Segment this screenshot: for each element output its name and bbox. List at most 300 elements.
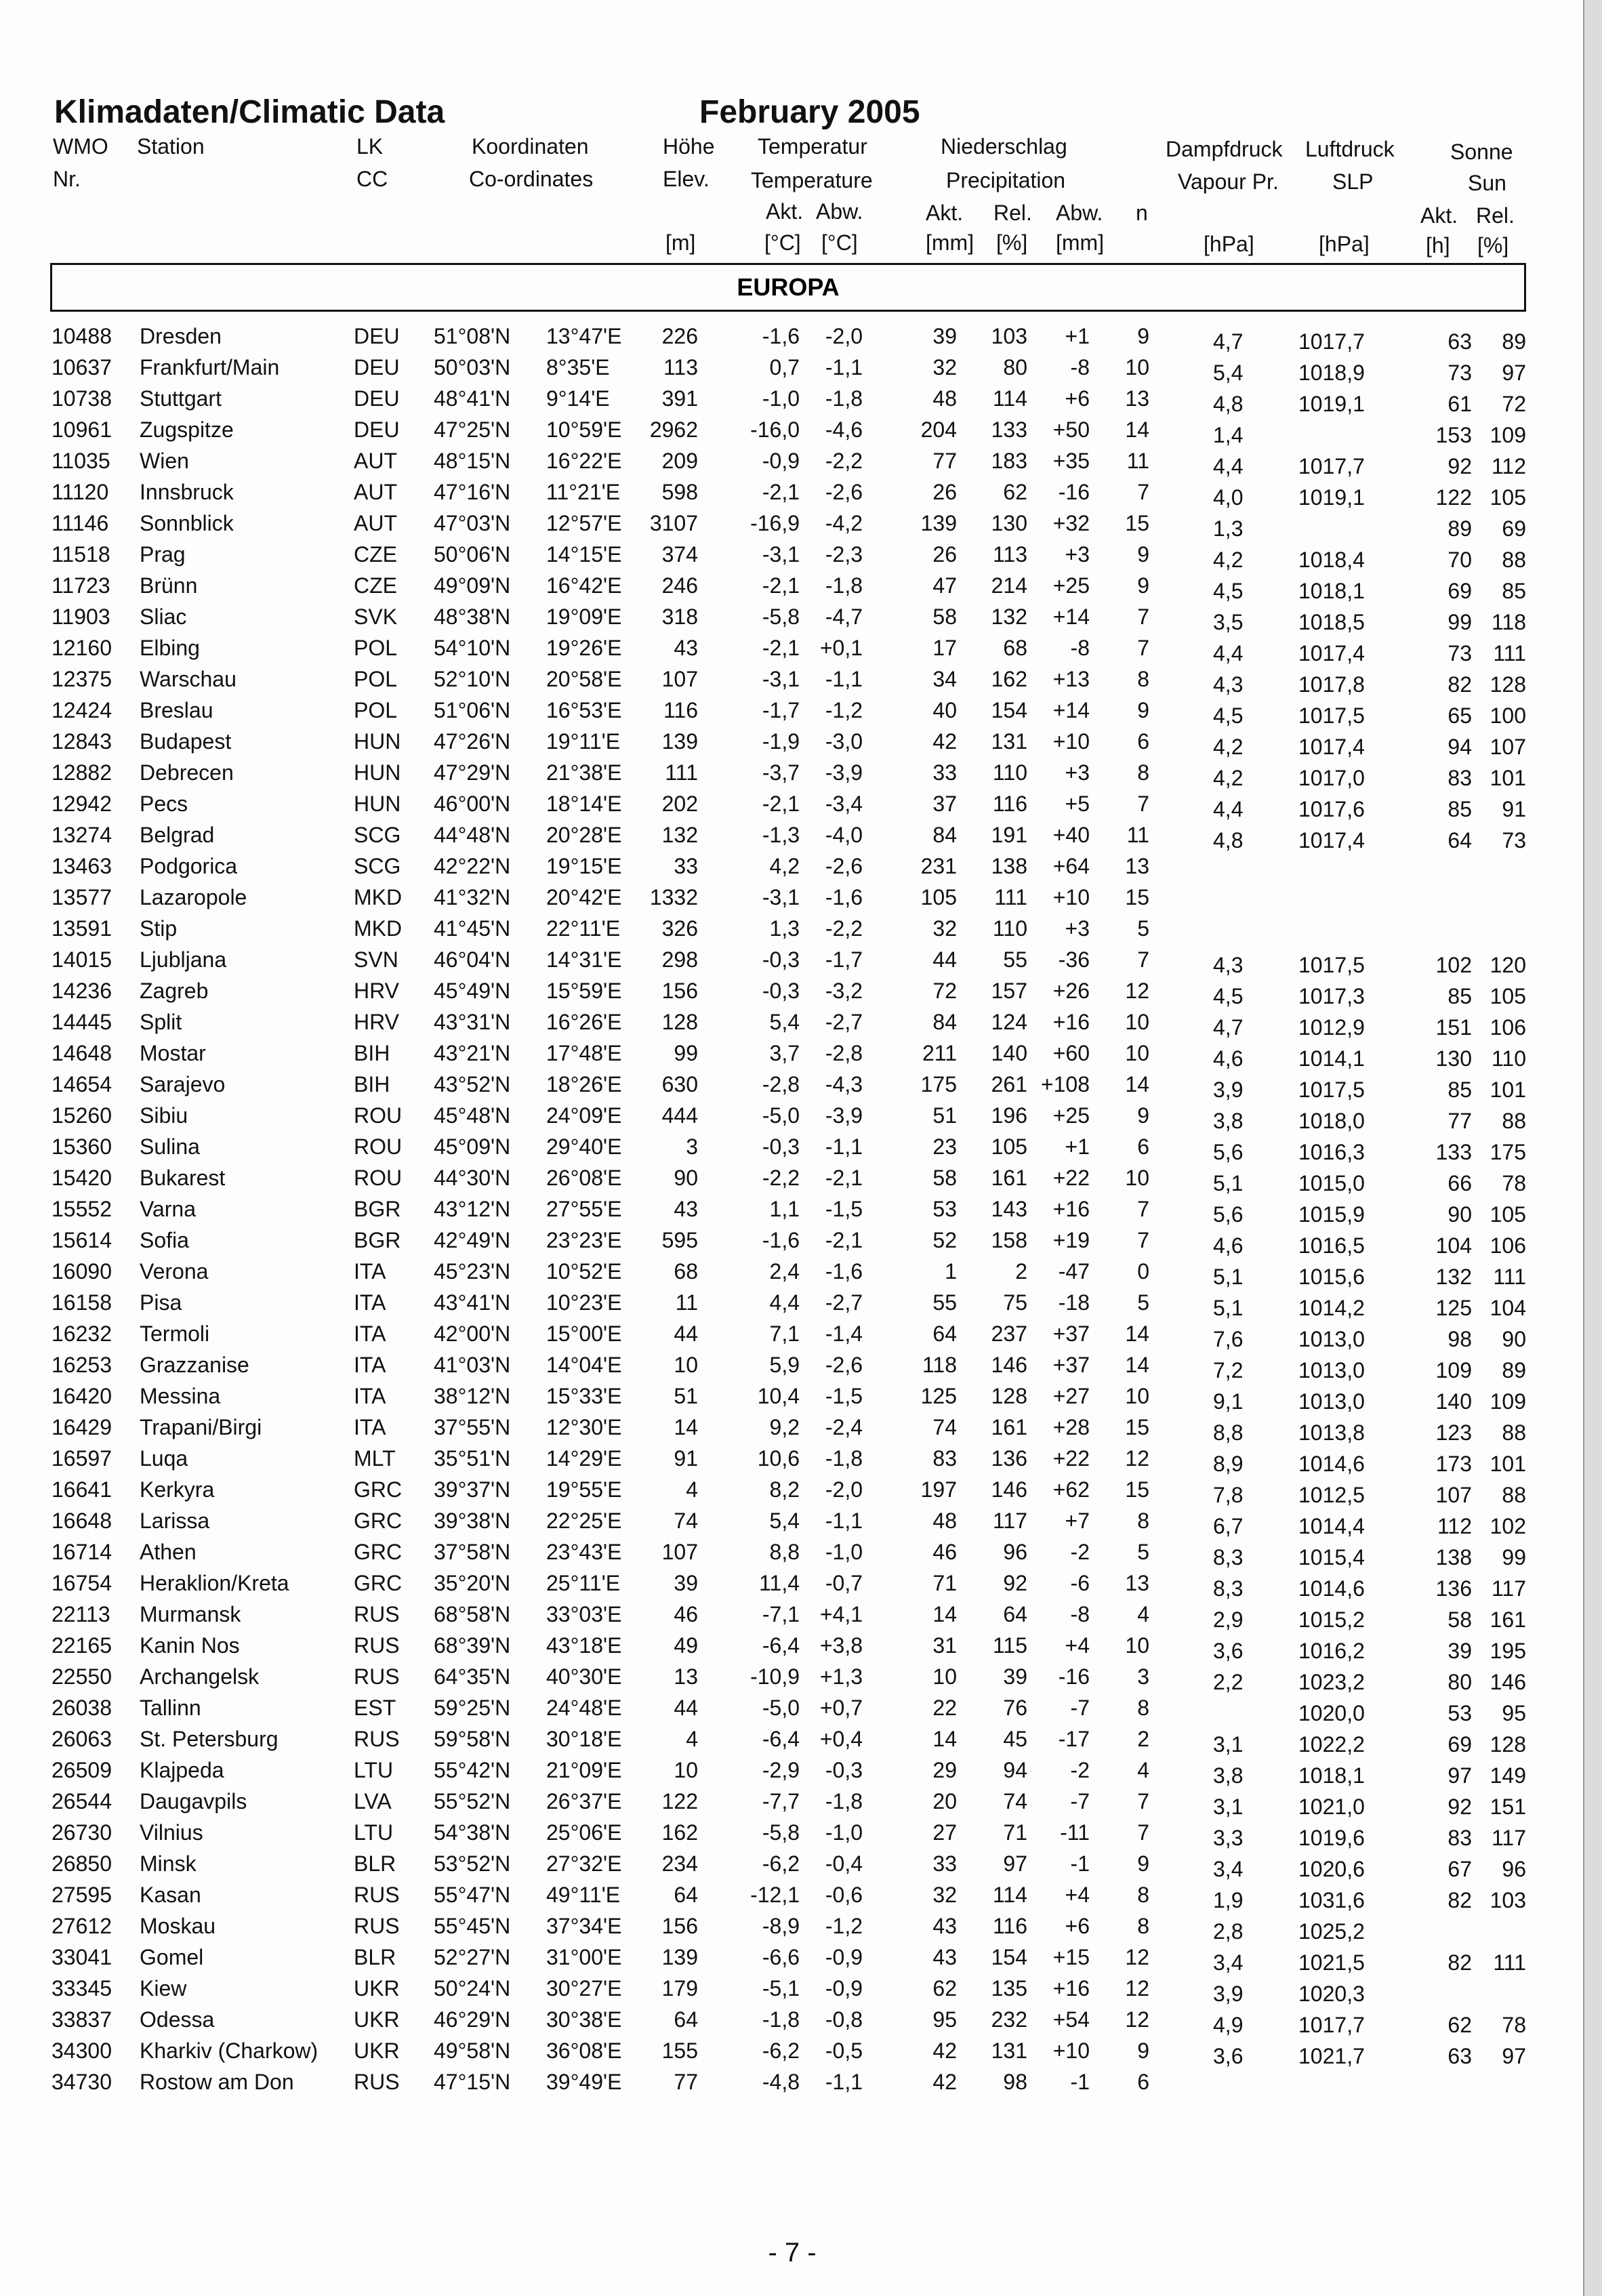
sunshine-actual: 92 <box>1447 1795 1472 1819</box>
elevation: 234 <box>661 1851 698 1876</box>
precipitation-days: 7 <box>1137 1789 1149 1813</box>
table-row <box>0 1507 1584 1538</box>
station-name: Debrecen <box>140 760 234 785</box>
station-name: Rostow am Don <box>140 2070 294 2094</box>
sunshine-actual: 125 <box>1435 1296 1472 1320</box>
longitude: 25°06'E <box>546 1820 622 1845</box>
latitude: 45°49'N <box>434 979 511 1003</box>
table-row <box>0 1320 1584 1351</box>
country-code: RUS <box>354 1883 400 1907</box>
wmo-number: 10488 <box>52 324 112 348</box>
wmo-number: 16232 <box>52 1321 112 1346</box>
longitude: 19°15'E <box>546 854 622 878</box>
header-slp-unit: [hPa] <box>1319 232 1370 256</box>
temperature-deviation: -2,6 <box>825 854 863 878</box>
vapour-pressure: 3,4 <box>1213 1857 1244 1881</box>
precipitation-relative: 146 <box>991 1477 1027 1502</box>
precipitation-days: 14 <box>1125 1072 1149 1096</box>
precipitation-deviation: +15 <box>1052 1945 1090 1969</box>
sea-level-pressure: 1016,2 <box>1298 1639 1365 1663</box>
wmo-number: 16253 <box>52 1353 112 1377</box>
precipitation-deviation: -17 <box>1058 1727 1090 1751</box>
latitude: 50°03'N <box>434 355 511 380</box>
wmo-number: 26730 <box>52 1820 112 1845</box>
precipitation-relative: 117 <box>992 1509 1027 1533</box>
table-row <box>0 1725 1584 1757</box>
temperature-actual: -5,1 <box>762 1976 800 2001</box>
sunshine-actual: 67 <box>1447 1857 1472 1881</box>
vapour-pressure: 4,7 <box>1213 329 1244 354</box>
sea-level-pressure: 1021,5 <box>1298 1950 1365 1975</box>
sunshine-relative: 109 <box>1490 423 1526 447</box>
country-code: ITA <box>354 1353 386 1377</box>
temperature-deviation: +1,3 <box>819 1664 863 1689</box>
longitude: 11°21'E <box>546 480 621 504</box>
table-row <box>0 1071 1584 1102</box>
wmo-number: 13274 <box>52 823 112 847</box>
table-row <box>0 1601 1584 1632</box>
temperature-deviation: -4,0 <box>825 823 863 847</box>
latitude: 64°35'N <box>434 1664 511 1689</box>
wmo-number: 14236 <box>52 979 112 1003</box>
wmo-number: 13591 <box>52 916 112 941</box>
station-name: Stip <box>140 916 178 941</box>
precipitation-relative: 110 <box>992 916 1027 941</box>
latitude: 54°10'N <box>434 636 511 660</box>
latitude: 43°52'N <box>434 1072 511 1096</box>
sunshine-relative: 78 <box>1502 1171 1526 1195</box>
latitude: 50°06'N <box>434 542 511 567</box>
precipitation-relative: 64 <box>1003 1602 1027 1626</box>
country-code: GRC <box>354 1571 403 1595</box>
elevation: 122 <box>661 1789 698 1813</box>
wmo-number: 33041 <box>52 1945 112 1969</box>
precipitation-actual: 33 <box>932 1851 957 1876</box>
precipitation-days: 8 <box>1137 1696 1149 1720</box>
sunshine-actual: 112 <box>1437 1514 1472 1538</box>
station-name: Kanin Nos <box>140 1633 240 1658</box>
table-row <box>0 1008 1584 1040</box>
longitude: 10°23'E <box>546 1290 622 1315</box>
precipitation-actual: 14 <box>932 1602 957 1626</box>
country-code: HUN <box>354 792 401 816</box>
precipitation-relative: 80 <box>1003 355 1027 380</box>
latitude: 46°00'N <box>434 792 511 816</box>
country-code: CZE <box>354 542 397 567</box>
station-name: Innsbruck <box>140 480 234 504</box>
elevation: 318 <box>661 604 698 629</box>
wmo-number: 12375 <box>52 667 112 691</box>
wmo-number: 16420 <box>52 1384 112 1408</box>
station-name: Split <box>140 1010 182 1034</box>
country-code: RUS <box>354 1633 400 1658</box>
precipitation-actual: 10 <box>932 1664 957 1689</box>
precipitation-deviation: -8 <box>1070 1602 1090 1626</box>
table-row <box>0 665 1584 697</box>
precipitation-actual: 43 <box>932 1914 957 1938</box>
precipitation-relative: 131 <box>991 2038 1027 2063</box>
vapour-pressure: 8,8 <box>1213 1420 1244 1445</box>
table-row <box>0 2068 1584 2099</box>
sea-level-pressure: 1015,2 <box>1298 1607 1365 1632</box>
latitude: 38°12'N <box>434 1384 511 1408</box>
precipitation-days: 10 <box>1125 1633 1149 1658</box>
latitude: 47°15'N <box>434 2070 511 2094</box>
precipitation-actual: 53 <box>932 1197 957 1221</box>
latitude: 46°29'N <box>434 2007 511 2032</box>
sunshine-relative: 96 <box>1502 1857 1526 1881</box>
longitude: 22°25'E <box>546 1509 622 1533</box>
elevation: 64 <box>674 2007 698 2032</box>
longitude: 23°23'E <box>546 1228 622 1252</box>
table-row <box>0 603 1584 634</box>
sunshine-actual: 85 <box>1447 797 1472 821</box>
temperature-actual: 1,3 <box>769 916 800 941</box>
station-name: Pisa <box>140 1290 182 1315</box>
sunshine-actual: 82 <box>1447 1950 1472 1975</box>
sea-level-pressure: 1019,1 <box>1298 392 1365 416</box>
sea-level-pressure: 1015,9 <box>1298 1202 1365 1227</box>
longitude: 15°33'E <box>546 1384 622 1408</box>
precipitation-relative: 105 <box>991 1134 1027 1159</box>
latitude: 47°03'N <box>434 511 511 535</box>
wmo-number: 13577 <box>52 885 112 909</box>
sunshine-relative: 106 <box>1490 1233 1526 1258</box>
temperature-actual: -3,1 <box>762 542 800 567</box>
sea-level-pressure: 1025,2 <box>1298 1919 1365 1944</box>
table-row <box>0 946 1584 977</box>
vapour-pressure: 5,4 <box>1213 361 1244 385</box>
sunshine-actual: 83 <box>1447 1826 1472 1850</box>
precipitation-deviation: +22 <box>1052 1446 1090 1471</box>
header-temp-unit-a: [°C] <box>764 230 801 255</box>
table-row <box>0 1819 1584 1850</box>
header-hoehe: Höhe <box>663 134 715 159</box>
wmo-number: 16714 <box>52 1540 112 1564</box>
precipitation-deviation: +22 <box>1052 1166 1090 1190</box>
sunshine-actual: 122 <box>1435 485 1472 510</box>
country-code: UKR <box>354 1976 400 2001</box>
table-row <box>0 1570 1584 1601</box>
precipitation-relative: 157 <box>991 979 1027 1003</box>
temperature-deviation: -0,7 <box>825 1571 863 1595</box>
table-row <box>0 1881 1584 1912</box>
country-code: DEU <box>354 324 400 348</box>
station-name: Sofia <box>140 1228 189 1252</box>
precipitation-days: 4 <box>1137 1602 1149 1626</box>
sunshine-relative: 118 <box>1491 610 1526 634</box>
country-code: BGR <box>354 1228 401 1252</box>
sunshine-actual: 63 <box>1447 2044 1472 2068</box>
sunshine-relative: 73 <box>1502 828 1526 853</box>
precipitation-deviation: -47 <box>1058 1259 1090 1284</box>
longitude: 30°27'E <box>546 1976 622 2001</box>
longitude: 25°11'E <box>546 1571 621 1595</box>
sunshine-relative: 151 <box>1490 1795 1526 1819</box>
precipitation-days: 9 <box>1137 2038 1149 2063</box>
longitude: 19°09'E <box>546 604 622 629</box>
temperature-actual: -6,6 <box>762 1945 800 1969</box>
wmo-number: 26509 <box>52 1758 112 1782</box>
header-station: Station <box>137 134 205 159</box>
table-row <box>0 478 1584 510</box>
precipitation-deviation: +3 <box>1065 916 1090 941</box>
header-temp-akt: Akt. <box>766 199 804 224</box>
precipitation-deviation: +6 <box>1065 1914 1090 1938</box>
vapour-pressure: 5,1 <box>1213 1171 1244 1195</box>
vapour-pressure: 4,2 <box>1213 766 1244 790</box>
precipitation-deviation: +19 <box>1052 1228 1090 1252</box>
sunshine-actual: 83 <box>1447 766 1472 790</box>
temperature-deviation: -1,0 <box>825 1820 863 1845</box>
vapour-pressure: 3,3 <box>1213 1826 1244 1850</box>
precipitation-actual: 125 <box>920 1384 957 1408</box>
precipitation-relative: 232 <box>991 2007 1027 2032</box>
precipitation-actual: 33 <box>932 760 957 785</box>
longitude: 43°18'E <box>546 1633 622 1658</box>
station-name: Moskau <box>140 1914 216 1938</box>
temperature-deviation: -2,4 <box>825 1415 863 1439</box>
latitude: 54°38'N <box>434 1820 511 1845</box>
sunshine-actual: 53 <box>1447 1701 1472 1725</box>
precipitation-relative: 115 <box>992 1633 1027 1658</box>
header-prec-unit-b: [mm] <box>1056 230 1105 255</box>
country-code: BLR <box>354 1945 396 1969</box>
wmo-number: 14654 <box>52 1072 112 1096</box>
precipitation-actual: 58 <box>932 604 957 629</box>
wmo-number: 34300 <box>52 2038 112 2063</box>
precipitation-days: 5 <box>1137 916 1149 941</box>
precipitation-days: 7 <box>1137 1197 1149 1221</box>
temperature-deviation: -2,3 <box>825 542 863 567</box>
sea-level-pressure: 1015,6 <box>1298 1265 1365 1289</box>
vapour-pressure: 8,9 <box>1213 1452 1244 1476</box>
station-name: Frankfurt/Main <box>140 355 280 380</box>
latitude: 44°30'N <box>434 1166 511 1190</box>
temperature-deviation: -1,2 <box>825 1914 863 1938</box>
wmo-number: 26038 <box>52 1696 112 1720</box>
temperature-deviation: -3,4 <box>825 792 863 816</box>
precipitation-relative: 114 <box>992 386 1027 411</box>
temperature-actual: -1,7 <box>762 698 800 722</box>
header-sonne: Sonne <box>1450 140 1513 164</box>
longitude: 39°49'E <box>546 2070 622 2094</box>
precipitation-days: 10 <box>1125 1010 1149 1034</box>
precipitation-actual: 204 <box>920 417 957 442</box>
header-vap-unit: [hPa] <box>1204 232 1254 256</box>
table-row <box>0 1195 1584 1227</box>
sea-level-pressure: 1017,7 <box>1298 454 1365 478</box>
sunshine-relative: 72 <box>1502 392 1526 416</box>
sunshine-actual: 130 <box>1435 1046 1472 1071</box>
temperature-actual: -8,9 <box>762 1914 800 1938</box>
temperature-actual: 5,4 <box>769 1010 800 1034</box>
sunshine-relative: 128 <box>1490 1732 1526 1757</box>
longitude: 40°30'E <box>546 1664 622 1689</box>
precipitation-relative: 114 <box>992 1883 1027 1907</box>
elevation: 44 <box>674 1321 698 1346</box>
precipitation-actual: 46 <box>932 1540 957 1564</box>
country-code: HUN <box>354 729 401 754</box>
elevation: 90 <box>674 1166 698 1190</box>
temperature-actual: -3,7 <box>762 760 800 785</box>
country-code: SCG <box>354 854 401 878</box>
table-row <box>0 1164 1584 1195</box>
precipitation-days: 7 <box>1137 604 1149 629</box>
latitude: 51°08'N <box>434 324 511 348</box>
country-code: SCG <box>354 823 401 847</box>
longitude: 26°37'E <box>546 1789 622 1813</box>
sunshine-relative: 88 <box>1502 1483 1526 1507</box>
station-name: Tallinn <box>140 1696 201 1720</box>
sea-level-pressure: 1014,2 <box>1298 1296 1365 1320</box>
temperature-deviation: +3,8 <box>819 1633 863 1658</box>
sea-level-pressure: 1012,9 <box>1298 1015 1365 1040</box>
precipitation-actual: 47 <box>932 573 957 598</box>
precipitation-days: 6 <box>1137 729 1149 754</box>
latitude: 35°51'N <box>434 1446 511 1471</box>
temperature-deviation: -3,0 <box>825 729 863 754</box>
latitude: 50°24'N <box>434 1976 511 2001</box>
longitude: 20°28'E <box>546 823 622 847</box>
table-row <box>0 915 1584 946</box>
precipitation-relative: 92 <box>1003 1571 1027 1595</box>
wmo-number: 16597 <box>52 1446 112 1471</box>
precipitation-relative: 138 <box>991 854 1027 878</box>
longitude: 8°35'E <box>546 355 610 380</box>
temperature-actual: -1,6 <box>762 324 800 348</box>
precipitation-actual: 52 <box>932 1228 957 1252</box>
precipitation-relative: 140 <box>991 1041 1027 1065</box>
precipitation-deviation: +32 <box>1052 511 1090 535</box>
region-label: EUROPA <box>737 273 840 301</box>
temperature-actual: 0,7 <box>769 355 800 380</box>
precipitation-relative: 146 <box>991 1353 1027 1377</box>
temperature-actual: -6,2 <box>762 2038 800 2063</box>
table-row <box>0 853 1584 884</box>
station-name: Termoli <box>140 1321 210 1346</box>
longitude: 10°52'E <box>546 1259 622 1284</box>
table-row <box>0 416 1584 447</box>
temperature-actual: -12,1 <box>750 1883 800 1907</box>
precipitation-days: 7 <box>1137 792 1149 816</box>
station-name: Larissa <box>140 1509 210 1533</box>
sunshine-relative: 104 <box>1490 1296 1526 1320</box>
latitude: 39°38'N <box>434 1509 511 1533</box>
elevation: 77 <box>674 2070 698 2094</box>
sunshine-actual: 94 <box>1447 735 1472 759</box>
country-code: SVN <box>354 947 398 972</box>
latitude: 47°16'N <box>434 480 511 504</box>
sunshine-actual: 107 <box>1435 1483 1472 1507</box>
sunshine-relative: 161 <box>1490 1607 1526 1632</box>
temperature-actual: 5,9 <box>769 1353 800 1377</box>
longitude: 19°26'E <box>546 636 622 660</box>
latitude: 47°26'N <box>434 729 511 754</box>
country-code: ROU <box>354 1134 403 1159</box>
temperature-actual: 4,2 <box>769 854 800 878</box>
station-table <box>0 323 1584 2099</box>
precipitation-deviation: -2 <box>1070 1540 1090 1564</box>
precipitation-deviation: +16 <box>1052 1197 1090 1221</box>
sunshine-relative: 111 <box>1493 1265 1526 1289</box>
longitude: 12°57'E <box>546 511 622 535</box>
precipitation-actual: 1 <box>945 1259 957 1284</box>
precipitation-deviation: +1 <box>1065 1134 1090 1159</box>
latitude: 59°25'N <box>434 1696 511 1720</box>
precipitation-deviation: +60 <box>1052 1041 1090 1065</box>
sunshine-relative: 105 <box>1490 1202 1526 1227</box>
country-code: GRC <box>354 1540 403 1564</box>
header-temp-abw: Abw. <box>816 199 863 224</box>
header-prec-unit-r: [%] <box>996 230 1028 255</box>
header-wmo: WMO <box>53 134 108 159</box>
latitude: 43°12'N <box>434 1197 511 1221</box>
elevation: 13 <box>674 1664 698 1689</box>
elevation: 326 <box>661 916 698 941</box>
vapour-pressure: 5,6 <box>1213 1202 1244 1227</box>
latitude: 47°25'N <box>434 417 511 442</box>
vapour-pressure: 1,9 <box>1213 1888 1244 1912</box>
vapour-pressure: 4,2 <box>1213 548 1244 572</box>
elevation: 598 <box>661 480 698 504</box>
sunshine-relative: 146 <box>1490 1670 1526 1694</box>
sea-level-pressure: 1014,4 <box>1298 1514 1365 1538</box>
temperature-deviation: -2,0 <box>825 324 863 348</box>
sunshine-relative: 85 <box>1502 579 1526 603</box>
table-row <box>0 1538 1584 1570</box>
station-name: Kiew <box>140 1976 187 2001</box>
sunshine-actual: 82 <box>1447 672 1472 697</box>
country-code: CZE <box>354 573 397 598</box>
precipitation-deviation: -18 <box>1058 1290 1090 1315</box>
vapour-pressure: 9,1 <box>1213 1389 1244 1414</box>
wmo-number: 33837 <box>52 2007 112 2032</box>
header-luftdruck: Luftdruck <box>1305 137 1395 161</box>
sunshine-actual: 63 <box>1447 329 1472 354</box>
header-precipitation: Precipitation <box>946 168 1066 192</box>
vapour-pressure: 2,9 <box>1213 1607 1244 1632</box>
elevation: 44 <box>674 1696 698 1720</box>
elevation: 3107 <box>649 511 698 535</box>
elevation: 107 <box>661 667 698 691</box>
table-row <box>0 2037 1584 2068</box>
sea-level-pressure: 1017,8 <box>1298 672 1365 697</box>
longitude: 16°22'E <box>546 449 622 473</box>
temperature-actual: -2,1 <box>762 636 800 660</box>
longitude: 9°14'E <box>546 386 610 411</box>
vapour-pressure: 4,2 <box>1213 735 1244 759</box>
table-row <box>0 1227 1584 1258</box>
wmo-number: 10637 <box>52 355 112 380</box>
precipitation-days: 10 <box>1125 355 1149 380</box>
country-code: BLR <box>354 1851 396 1876</box>
elevation: 74 <box>674 1509 698 1533</box>
table-row <box>0 1351 1584 1382</box>
elevation: 1332 <box>649 885 698 909</box>
sunshine-relative: 89 <box>1502 1358 1526 1382</box>
precipitation-days: 2 <box>1137 1727 1149 1751</box>
elevation: 298 <box>661 947 698 972</box>
precipitation-days: 12 <box>1125 1976 1149 2001</box>
precipitation-deviation: +54 <box>1052 2007 1090 2032</box>
elevation: 14 <box>674 1415 698 1439</box>
table-row <box>0 821 1584 853</box>
sunshine-relative: 117 <box>1491 1826 1526 1850</box>
sea-level-pressure: 1017,6 <box>1298 797 1365 821</box>
vapour-pressure: 3,9 <box>1213 1982 1244 2006</box>
precipitation-actual: 44 <box>932 947 957 972</box>
